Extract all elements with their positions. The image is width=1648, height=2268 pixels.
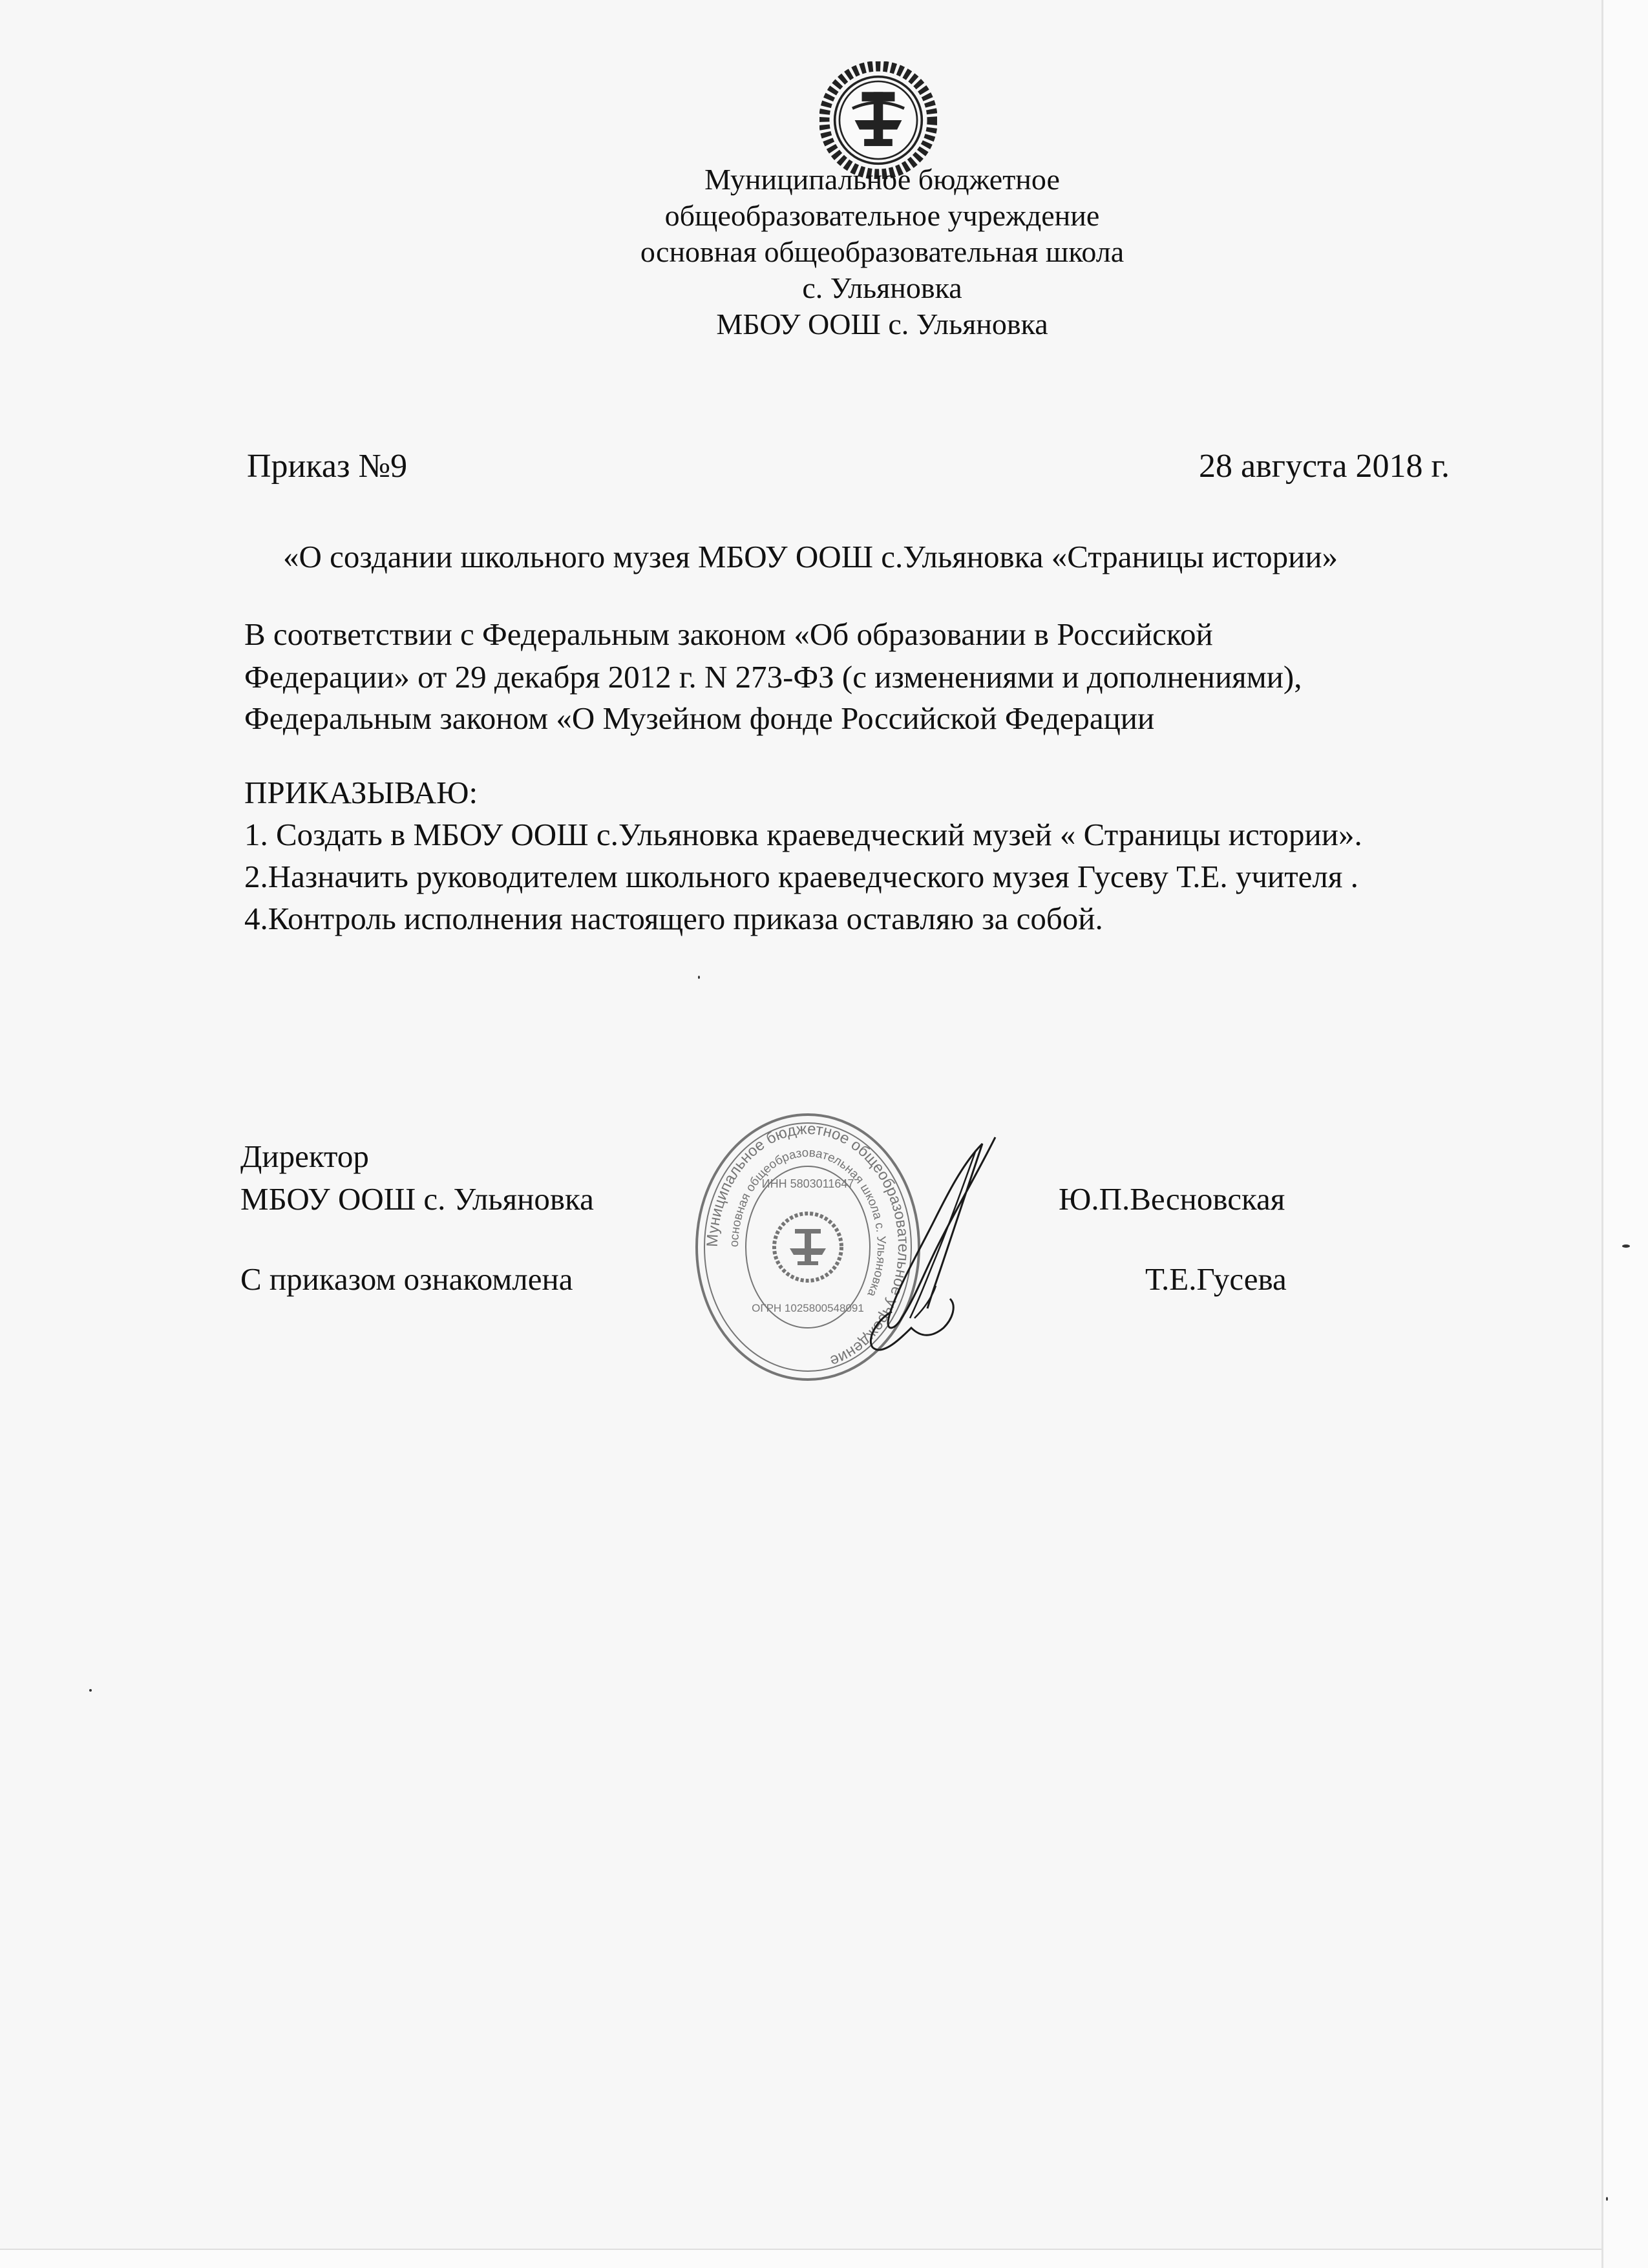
directive-heading: ПРИКАЗЫВАЮ: [244,775,478,810]
acknowledgement-label: С приказом ознакомлена [240,1261,573,1297]
preamble-line-2: Федерации» от 29 декабря 2012 г. N 273-ФЗ (с изменениями и дополнениями), [244,659,1302,695]
preamble-line-1: В соответствии с Федеральным законом «Об образовании в Российской [244,616,1213,652]
scan-speck [89,1689,92,1692]
org-line-2: общеобразовательное учреждение [664,199,1100,232]
org-line-4: с. Ульяновка [802,271,962,304]
stamp-outer-text: Муниципальное бюджетное общеобразовательное учреждение [703,1120,913,1370]
signatory-position: Директор [240,1139,369,1174]
stamp-ogrn: ОГРН 1025800548091 [752,1302,864,1314]
scan-edge-right [1601,0,1648,2268]
org-line-3: основная общеобразовательная школа [640,235,1125,268]
org-line-5: МБОУ ООШ с. Ульяновка [716,308,1048,341]
scan-edge-bottom [0,2249,1601,2268]
directive-item-3: 4.Контроль исполнения настоящего приказа оставляю за собой. [244,901,1103,936]
directive-item-1: 1. Создать в МБОУ ООШ с.Ульяновка краеведческий музей « Страницы истории». [244,817,1362,852]
directive-item-2: 2.Назначить руководителем школьного краеведческого музея Гусеву Т.Е. учителя . [244,859,1358,894]
organization-header [501,162,1263,342]
employee-name: Т.Е.Гусева [1145,1261,1287,1297]
stamp-inn: ИНН 5803011647 [761,1177,854,1190]
signatory-organization: МБОУ ООШ с. Ульяновка [240,1181,594,1217]
preamble-line-3: Федеральным законом «О Музейном фонде Российской Федерации [244,700,1155,736]
director-signature [763,1124,1021,1376]
scan-speck [1622,1244,1630,1248]
stamp-inner-text: основная общеобразовательная школа с. Ульяновка [727,1146,889,1299]
scan-speck [1606,2197,1608,2201]
director-name: Ю.П.Весновская [1059,1181,1285,1217]
order-title: «О создании школьного музея МБОУ ООШ с.Ульяновка «Страницы истории» [283,539,1338,574]
order-date: 28 августа 2018 г. [1199,448,1450,485]
scan-speck [698,976,700,979]
order-number: Приказ №9 [247,448,408,485]
org-line-1: Муниципальное бюджетное [704,163,1060,196]
